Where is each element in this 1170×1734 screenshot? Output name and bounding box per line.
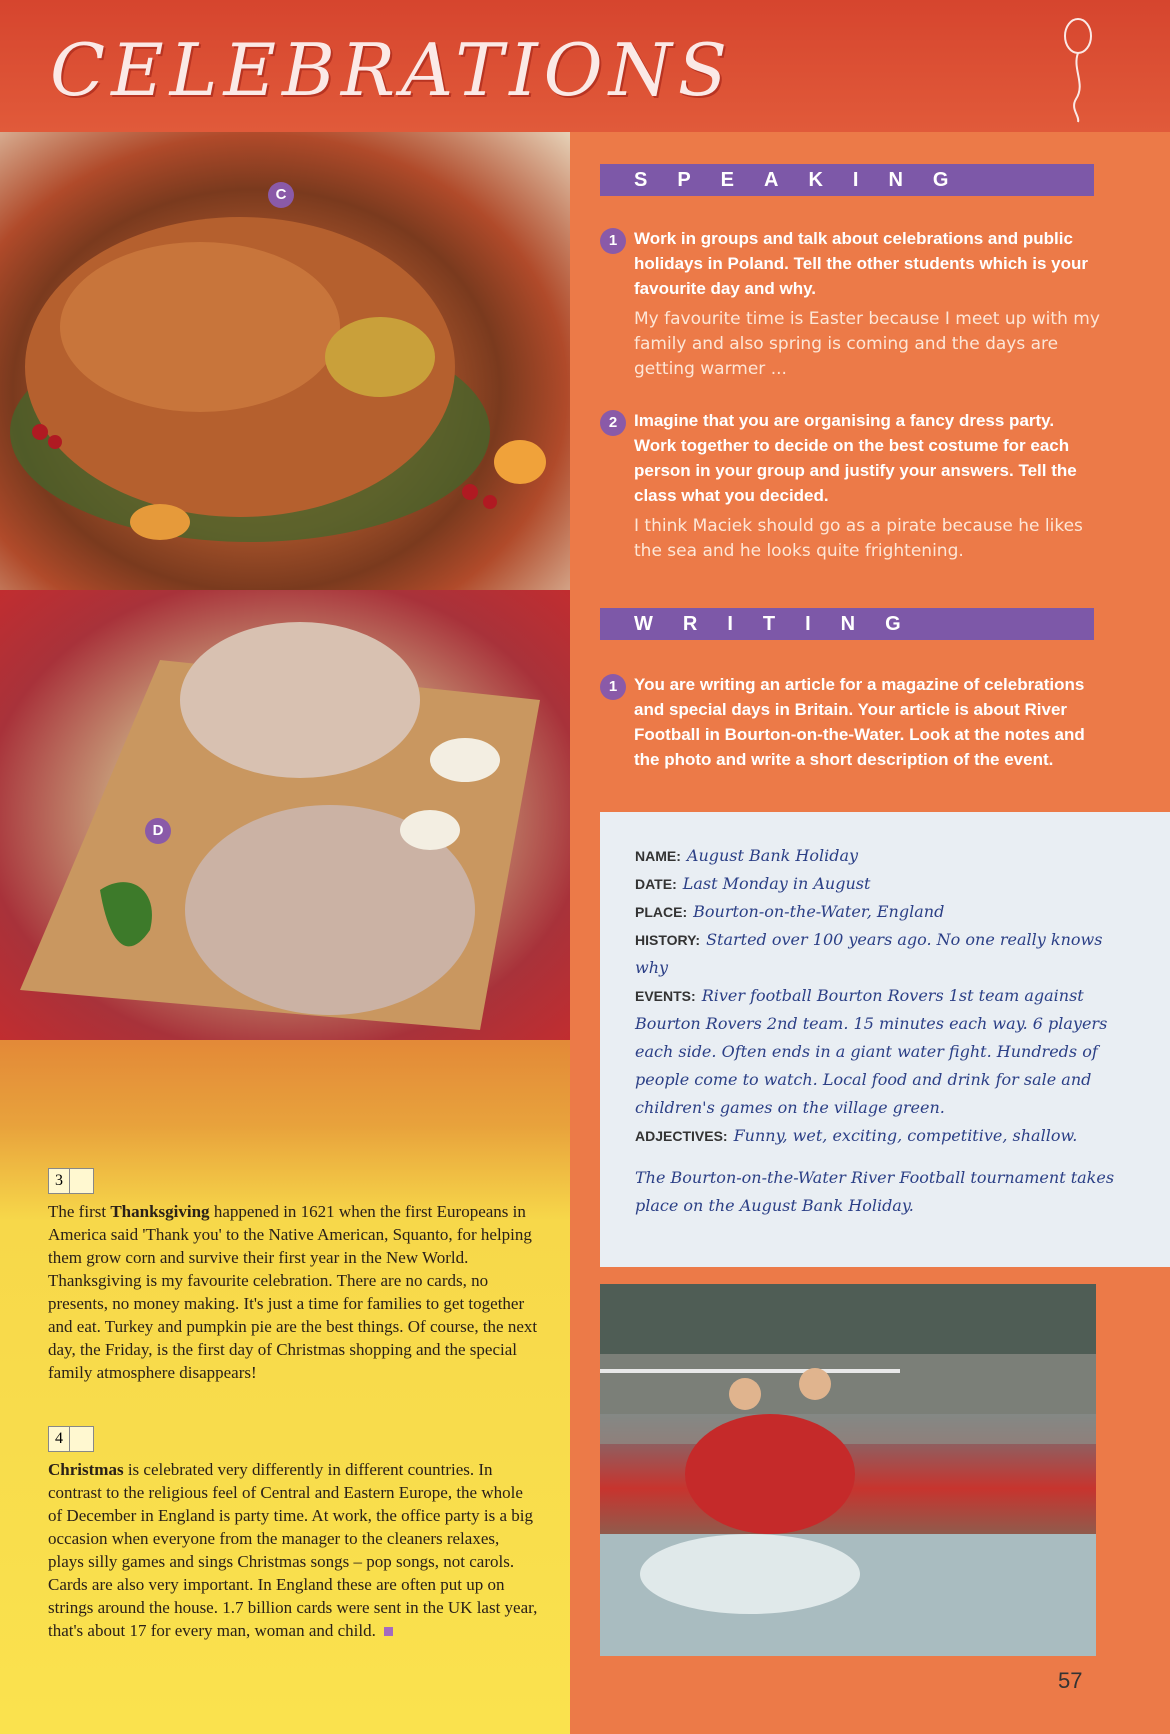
task-question [600,408,1100,508]
notes-value: River football Bourton Rovers 1st team against Bourton Rovers 2nd team. 15 minutes each way. 6 players each side. Often ends in a giant water fight. Hundreds of people come to watch. Local food and drink for sale and children's games on the village green. [635,986,1108,1117]
notes-value: Funny, wet, exciting, competitive, shallow. [733,1126,1078,1145]
end-square-icon [384,1627,393,1636]
speaking-task-2 [600,408,1100,564]
paragraph-text: happened in 1621 when the first Europeans in America said 'Thank you' to the Native American, Squanto, for helping them grow corn and survive their first year in the New World. Thanksgiving is my favourite celebration. There are no cards, no presents, no money making. It's just a time for families to get together and eat. Turkey and pumpkin pie are the best things. Of course, the next day, the Friday, is the first day of Christmas shopping and the special family atmosphere disappears! [48,1202,538,1382]
paragraph-text: The first [48,1202,111,1221]
notes-place-row [635,898,1134,926]
task-number-badge: 1 [600,674,626,700]
notes-summary: The Bourton-on-the-Water River Football tournament takes place on the August Bank Holiday. [635,1168,1115,1215]
question-text: You are writing an article for a magazine of celebrations and special days in Britain. Your article is about River Football in Bourton-on-the-Water. Look at the notes and the photo and write a short description of the event. [634,675,1085,769]
photo-label-d: D [145,818,171,844]
notes-history-row [635,926,1134,982]
notes-label: ADJECTIVES: [635,1128,728,1144]
notes-label: PLACE: [635,904,688,920]
notes-label: EVENTS: [635,988,696,1004]
notes-value: Started over 100 years ago. No one really knows why [635,930,1103,977]
notes-events-row [635,982,1134,1122]
page-title: CELEBRATIONS [50,28,734,112]
event-notes-card [600,812,1170,1267]
question-text: Imagine that you are organising a fancy dress party. Work together to decide on the best costume for each person in your group and justify your answers. Tell the class what you decided. [634,411,1077,505]
paragraph-number: 4 [49,1427,70,1451]
writing-heading: WRITING [600,608,1094,640]
example-answer: I think Maciek should go as a pirate because he likes the sea and he looks quite frightening. [634,516,1083,561]
question-text: Work in groups and talk about celebrations and public holidays in Poland. Tell the other students which is your favourite day and why. [634,229,1089,298]
task-number-badge: 1 [600,228,626,254]
notes-value: August Bank Holiday [686,846,859,865]
river-football-photo [600,1284,1096,1656]
haggis-photo [0,590,570,1040]
page-number: 57 [1058,1668,1083,1693]
paragraph-number: 3 [49,1169,70,1193]
balloon-icon [1058,14,1098,124]
task-question [600,226,1100,301]
river-football-illustration [600,1284,1096,1656]
photo-label-c: C [268,182,294,208]
christmas-paragraph [48,1458,538,1642]
example-answer: My favourite time is Easter because I meet up with my family and also spring is coming and the days are getting warmer ... [634,309,1100,379]
task-number-badge: 2 [600,410,626,436]
turkey-photo [0,132,570,602]
thanksgiving-paragraph [48,1200,538,1384]
speaking-task-1 [600,226,1100,382]
task-question [600,672,1100,772]
paragraph-number-box [48,1426,94,1452]
notes-value: Last Monday in August [682,874,871,893]
paragraph-number-box [48,1168,94,1194]
notes-label: DATE: [635,876,677,892]
haggis-illustration [0,590,570,1040]
writing-task-1 [600,672,1100,772]
notes-adjectives-row [635,1122,1134,1150]
paragraph-text: is celebrated very differently in different countries. In contrast to the religious feel of Central and Eastern Europe, the whole of December in England is party time. At work, the office party is a big occasion when everyone from the manager to the cleaners relaxes, plays silly games and sings Christmas songs – pop songs, not carols. Cards are also very important. In England these are often put up on strings around the house. 1.7 billion cards were sent in the UK last year, that's about 17 for every man, woman and child. [48,1460,538,1640]
page-header [0,0,1170,132]
notes-label: NAME: [635,848,681,864]
paragraph-keyword: Christmas [48,1460,124,1479]
notes-value: Bourton-on-the-Water, England [693,902,945,921]
notes-date-row [635,870,1134,898]
paragraph-keyword: Thanksgiving [110,1202,210,1221]
notes-name-row [635,842,1134,870]
speaking-heading: SPEAKING [600,164,1094,196]
notes-label: HISTORY: [635,932,701,948]
